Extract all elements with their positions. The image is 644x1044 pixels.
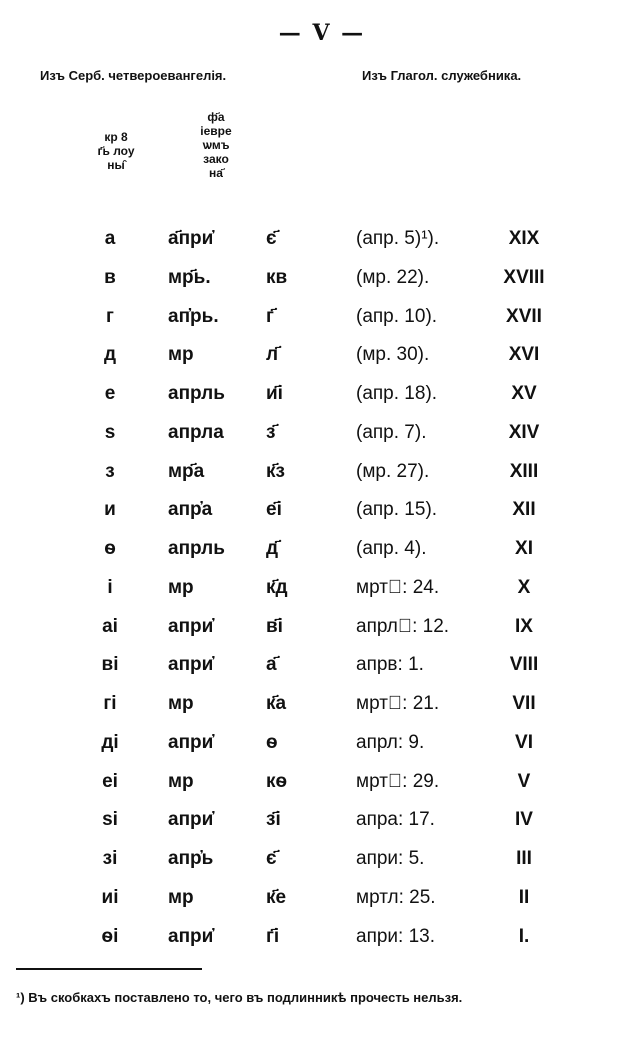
table-row <box>0 920 644 959</box>
serbian-day-numeral: а҃ <box>266 654 277 676</box>
table-row <box>0 842 644 881</box>
cycle-number: ѳі <box>101 925 119 947</box>
cycle-number: і <box>107 576 113 598</box>
cycle-number: иі <box>101 886 119 908</box>
glagolitic-date: апра: 17. <box>356 809 435 831</box>
serbian-day-numeral: з҃і <box>266 809 281 831</box>
subheading-kruga-luny <box>76 130 156 172</box>
serbian-date: мр <box>168 576 194 598</box>
serbian-date: апри҆ <box>168 809 214 831</box>
roman-numeral: VII <box>512 693 536 714</box>
serbian-date: а҃при҆ <box>168 228 214 249</box>
subheading-pascha-iudeorum <box>176 110 256 180</box>
subheading-line: ѡмъ <box>202 138 230 152</box>
glagolitic-date: (апр. 4). <box>356 538 427 559</box>
serbian-date: апри҆ <box>168 731 214 753</box>
serbian-day-numeral: є҃ <box>266 848 277 869</box>
cycle-number: ѕі <box>102 809 118 831</box>
serbian-date: мр <box>168 886 194 908</box>
serbian-date: апрла <box>168 421 224 443</box>
subheading-line: г҃ь лоу <box>97 144 135 158</box>
serbian-date: мр <box>168 693 194 714</box>
roman-numeral: IX <box>515 615 533 637</box>
serbian-day-numeral: е҃і <box>266 499 282 521</box>
serbian-day-numeral: кѳ <box>266 770 288 792</box>
roman-numeral: VI <box>515 731 533 753</box>
serbian-day-numeral: кв <box>266 266 288 288</box>
cycle-number: и <box>104 499 116 521</box>
serbian-day-numeral: к҃з <box>266 460 285 482</box>
glagolitic-date: мртл: 25. <box>356 886 436 908</box>
cycle-number: еі <box>102 770 118 792</box>
glagolitic-date: (апр. 7). <box>356 421 427 443</box>
roman-numeral: XV <box>511 383 537 404</box>
cycle-number: зі <box>102 848 118 869</box>
serbian-date: ап҆рь. <box>168 305 219 327</box>
serbian-day-numeral: г҃ <box>266 305 274 327</box>
serbian-date: апр҆ь <box>168 848 214 869</box>
cycle-number: ді <box>101 731 119 753</box>
serbian-date: апр҆а <box>168 499 213 521</box>
serbian-day-numeral: к҃а <box>266 693 287 714</box>
roman-numeral: I. <box>518 925 530 947</box>
roman-numeral: II <box>518 886 530 908</box>
serbian-day-numeral: г҃і <box>266 925 280 947</box>
roman-numeral: IV <box>515 809 533 831</box>
serbian-date: апри҆ <box>168 925 214 947</box>
glagolitic-date: (апр. 15). <box>356 499 438 521</box>
serbian-date: мр҃ь. <box>168 266 211 288</box>
glagolitic-date: (апр. 18). <box>356 383 438 404</box>
roman-numeral: V <box>517 770 531 792</box>
roman-numeral: VIII <box>509 654 539 676</box>
easter-table <box>0 222 644 958</box>
table-row <box>0 687 644 726</box>
serbian-date: апри҆ <box>168 654 214 676</box>
table-row <box>0 881 644 920</box>
cycle-number: д <box>103 344 117 366</box>
roman-numeral: X <box>517 576 531 598</box>
cycle-number: ві <box>101 654 119 676</box>
glagolitic-date: апри: 5. <box>356 848 425 869</box>
table-row <box>0 610 644 649</box>
roman-numeral: XVI <box>508 344 540 366</box>
roman-numeral: XIV <box>508 421 540 443</box>
subheading-line: ф҃а <box>207 110 225 124</box>
glagolitic-date: (мр. 30). <box>356 344 430 366</box>
table-row <box>0 300 644 339</box>
table-row <box>0 338 644 377</box>
cycle-number: з <box>105 460 115 482</box>
cycle-number: аі <box>102 615 118 637</box>
roman-numeral: XVIII <box>503 266 545 288</box>
table-row <box>0 726 644 765</box>
glagolitic-date: апрлⷶ: 12. <box>356 615 450 637</box>
serbian-date: мр <box>168 344 194 366</box>
roman-numeral: XVII <box>506 305 542 327</box>
table-row <box>0 377 644 416</box>
cycle-number: ѕ <box>104 421 116 443</box>
serbian-day-numeral: є҃ <box>266 228 277 249</box>
left-column-heading: Изъ Серб. четвероевангелія. <box>40 68 227 83</box>
glagolitic-date: апрл: 9. <box>356 731 425 753</box>
serbian-day-numeral: к҃д <box>266 576 288 598</box>
glagolitic-date: апри: 13. <box>356 925 436 947</box>
right-column-heading: Изъ Глагол. служебника. <box>362 68 522 83</box>
cycle-number: ѳ <box>104 538 116 559</box>
cycle-number: г <box>106 305 114 327</box>
serbian-date: апрль <box>168 383 225 404</box>
serbian-date: апрль <box>168 538 225 559</box>
table-row <box>0 455 644 494</box>
serbian-day-numeral: к҃е <box>266 886 287 908</box>
table-row <box>0 416 644 455</box>
serbian-date: мр҃а <box>168 460 205 482</box>
glagolitic-date: (мр. 27). <box>356 460 430 482</box>
roman-numeral: III <box>516 848 532 869</box>
table-row <box>0 222 644 261</box>
subheading-line: зако <box>203 152 229 166</box>
glagolitic-date: мртⷶ: 21. <box>356 693 440 714</box>
serbian-day-numeral: и҃і <box>266 383 283 404</box>
table-row <box>0 803 644 842</box>
glagolitic-date: мртⷶ: 29. <box>356 770 440 792</box>
table-row <box>0 648 644 687</box>
page-number: — V — <box>278 20 366 46</box>
subheading-line: кр 8 <box>104 130 128 144</box>
subheading-line: іевре <box>200 124 232 138</box>
glagolitic-date: апрв: 1. <box>356 654 424 676</box>
cycle-number: е <box>104 383 116 404</box>
glagolitic-date: мртⷶ: 24. <box>356 576 440 598</box>
glagolitic-date: (апр. 5)¹). <box>356 228 440 249</box>
serbian-day-numeral: в҃і <box>266 615 283 637</box>
glagolitic-date: (апр. 10). <box>356 305 438 327</box>
subheading-line: ны̑ <box>107 158 125 172</box>
table-row <box>0 493 644 532</box>
serbian-date: мр <box>168 770 194 792</box>
table-row <box>0 532 644 571</box>
table-row <box>0 765 644 804</box>
footnote: ¹) Въ скобкахъ поставлено то, чего въ подлинникѣ прочесть нельзя. <box>16 990 463 1005</box>
footnote-divider <box>16 968 202 970</box>
roman-numeral: XII <box>512 499 536 521</box>
table-row <box>0 261 644 300</box>
cycle-number: а <box>104 228 116 249</box>
serbian-day-numeral: ѳ <box>266 731 278 753</box>
serbian-day-numeral: д҃ <box>266 538 279 559</box>
roman-numeral: XI <box>515 538 533 559</box>
cycle-number: гі <box>103 693 117 714</box>
serbian-date: апри҆ <box>168 615 214 637</box>
subheading-line: на҃ <box>209 166 223 180</box>
serbian-day-numeral: л҃ <box>266 344 279 366</box>
cycle-number: в <box>104 266 116 288</box>
serbian-day-numeral: з҃ <box>266 421 276 443</box>
glagolitic-date: (мр. 22). <box>356 266 430 288</box>
table-row <box>0 571 644 610</box>
roman-numeral: XIII <box>509 460 539 482</box>
roman-numeral: XIX <box>508 228 540 249</box>
